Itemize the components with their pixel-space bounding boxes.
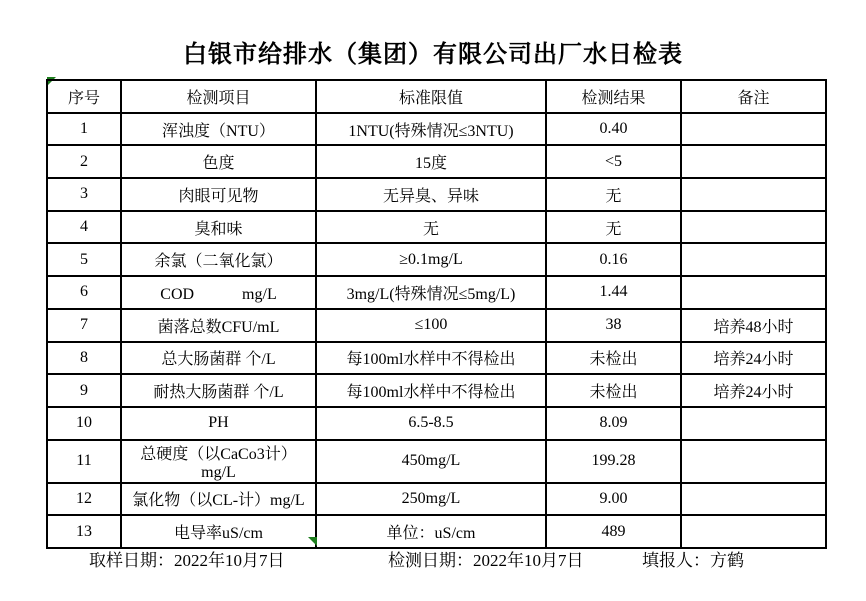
table-body xyxy=(47,113,826,548)
table-header xyxy=(47,80,826,113)
cell-index: 2 xyxy=(47,145,121,178)
water-quality-table xyxy=(46,79,827,549)
sampling-date: 取样日期：2022年10月7日 xyxy=(89,551,285,570)
cell-result: 1.44 xyxy=(546,276,681,309)
table-row xyxy=(47,309,826,342)
cell-result: 0.40 xyxy=(546,113,681,146)
cell-remark xyxy=(681,178,826,211)
cell-index: 11 xyxy=(47,440,121,483)
cell-index: 8 xyxy=(47,342,121,375)
cell-item: 色度 xyxy=(121,145,316,178)
cell-remark xyxy=(681,440,826,483)
cell-index: 5 xyxy=(47,243,121,276)
cell-result: 9.00 xyxy=(546,483,681,516)
cell-limit: 6.5-8.5 xyxy=(316,407,546,440)
cell-index: 9 xyxy=(47,374,121,407)
cell-limit: 无 xyxy=(316,211,546,244)
cell-index: 1 xyxy=(47,113,121,146)
table-row xyxy=(47,483,826,516)
cell-remark xyxy=(681,243,826,276)
cell-result: 489 xyxy=(546,515,681,548)
table-row xyxy=(47,440,826,483)
cell-item: 总硬度（以CaCo3计）mg/L xyxy=(121,440,316,483)
cell-result: 0.16 xyxy=(546,243,681,276)
cell-limit: 450mg/L xyxy=(316,440,546,483)
table-row xyxy=(47,113,826,146)
cell-limit: 15度 xyxy=(316,145,546,178)
cell-index: 13 xyxy=(47,515,121,548)
footer xyxy=(0,546,866,570)
cell-remark xyxy=(681,276,826,309)
cell-limit: 无异臭、异味 xyxy=(316,178,546,211)
cell-result: 未检出 xyxy=(546,374,681,407)
reporter: 填报人：方鹤 xyxy=(642,551,744,570)
cell-limit: 每100ml水样中不得检出 xyxy=(316,342,546,375)
table-row xyxy=(47,145,826,178)
table-row xyxy=(47,407,826,440)
cell-result: 38 xyxy=(546,309,681,342)
cell-result: 未检出 xyxy=(546,342,681,375)
cell-item: PH xyxy=(121,407,316,440)
table-row xyxy=(47,178,826,211)
cell-result: 8.09 xyxy=(546,407,681,440)
cell-index: 3 xyxy=(47,178,121,211)
cell-remark xyxy=(681,515,826,548)
header-limit: 标准限值 xyxy=(316,80,546,113)
header-item: 检测项目 xyxy=(121,80,316,113)
excel-bottom-triangle-icon xyxy=(308,537,317,546)
cell-limit: 单位：uS/cm xyxy=(316,515,546,548)
cell-remark xyxy=(681,407,826,440)
cell-result: 无 xyxy=(546,211,681,244)
cell-item: 浑浊度（NTU） xyxy=(121,113,316,146)
cell-remark: 培养24小时 xyxy=(681,374,826,407)
cell-limit: 3mg/L(特殊情况≤5mg/L) xyxy=(316,276,546,309)
table-row xyxy=(47,342,826,375)
cell-index: 10 xyxy=(47,407,121,440)
cell-remark xyxy=(681,145,826,178)
table-row xyxy=(47,374,826,407)
cell-remark xyxy=(681,211,826,244)
cell-limit: ≥0.1mg/L xyxy=(316,243,546,276)
table-row xyxy=(47,515,826,548)
cell-remark xyxy=(681,113,826,146)
cell-index: 6 xyxy=(47,276,121,309)
header-remark: 备注 xyxy=(681,80,826,113)
cell-item: 耐热大肠菌群 个/L xyxy=(121,374,316,407)
header-row xyxy=(47,80,826,113)
cell-item: COD mg/L xyxy=(121,276,316,309)
cell-item: 氯化物（以CL-计）mg/L xyxy=(121,483,316,516)
cell-item: 肉眼可见物 xyxy=(121,178,316,211)
cell-index: 12 xyxy=(47,483,121,516)
cell-item: 菌落总数CFU/mL xyxy=(121,309,316,342)
cell-item: 电导率uS/cm xyxy=(121,515,316,548)
cell-item: 余氯（二氧化氯） xyxy=(121,243,316,276)
cell-limit: 每100ml水样中不得检出 xyxy=(316,374,546,407)
page-title: 白银市给排水（集团）有限公司出厂水日检表 xyxy=(183,42,683,68)
cell-result: <5 xyxy=(546,145,681,178)
cell-result: 199.28 xyxy=(546,440,681,483)
cell-item: 臭和味 xyxy=(121,211,316,244)
cell-remark: 培养48小时 xyxy=(681,309,826,342)
table-row xyxy=(47,276,826,309)
cell-result: 无 xyxy=(546,178,681,211)
header-index: 序号 xyxy=(47,80,121,113)
cell-limit: 250mg/L xyxy=(316,483,546,516)
test-date: 检测日期：2022年10月7日 xyxy=(388,551,584,570)
table-row xyxy=(47,243,826,276)
cell-remark: 培养24小时 xyxy=(681,342,826,375)
header-result: 检测结果 xyxy=(546,80,681,113)
cell-limit: 1NTU(特殊情况≤3NTU) xyxy=(316,113,546,146)
cell-item: 总大肠菌群 个/L xyxy=(121,342,316,375)
table-row xyxy=(47,211,826,244)
cell-index: 7 xyxy=(47,309,121,342)
cell-remark xyxy=(681,483,826,516)
cell-index: 4 xyxy=(47,211,121,244)
cell-limit: ≤100 xyxy=(316,309,546,342)
